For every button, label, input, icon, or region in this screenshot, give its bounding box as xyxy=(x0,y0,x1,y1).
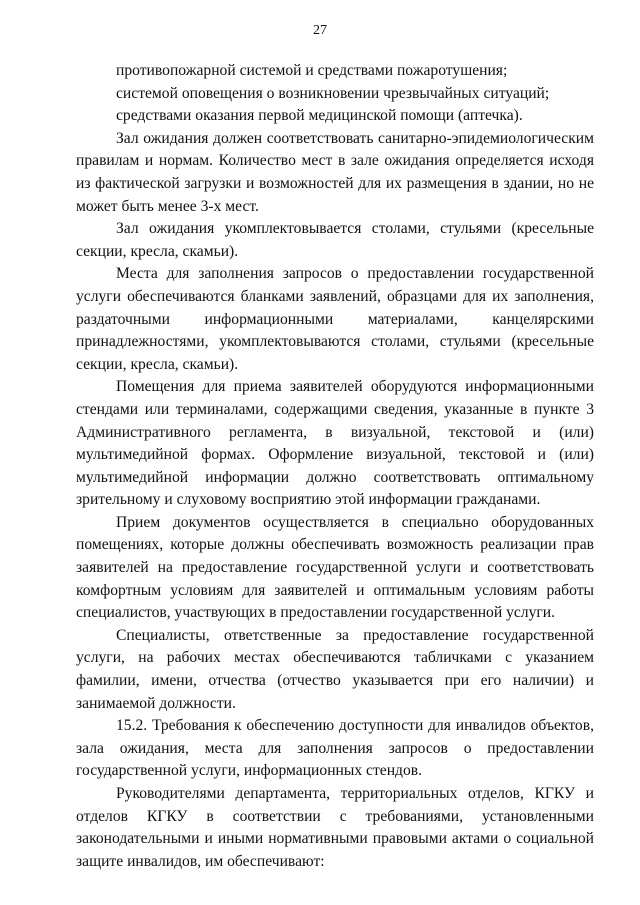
paragraph: противопожарной системой и средствами пожаротушения; xyxy=(116,62,508,79)
paragraph: Помещения для приема заявителей оборудуются информационными стендами или терминалами, содержащими сведения, указанные в пункте 3 Административного регламента, в визуальной, текстовой и (или) мультимедийной формах. Оформление визуальной, текстовой и (или) мультимедийной информации должно соответствовать оптимальному зрительному и слуховому восприятию этой информации гражданами. xyxy=(76,378,594,509)
paragraph: системой оповещения о возникновении чрезвычайных ситуаций; xyxy=(116,84,550,102)
paragraph: Зал ожидания должен соответствовать санитарно-эпидемиологическим правилам и нормам. Количество мест в зале ожидания определяется исходя из фактической загрузки и возможностей для их размещения в здании, но не может быть менее 3-х мест. xyxy=(76,129,594,215)
paragraph: Прием документов осуществляется в специально оборудованных помещениях, которые должны обеспечивать возможность реализации прав заявителей на предоставление государственной услуги и соответствовать комфортным условиям для заявителей и оптимальным условиям работы специалистов, участвующих в предоставлении государственной услуги. xyxy=(76,513,594,622)
page-number: 27 xyxy=(313,23,327,38)
section-heading-paragraph: 15.2. Требования к обеспечению доступности для инвалидов объектов, зала ожидания, места для заполнения запросов о предоставлении государственной услуги, информационных стендов. xyxy=(76,717,594,780)
paragraph: Места для заполнения запросов о предоставлении государственной услуги обеспечиваются бланками заявлений, образцами для их заполнения, раздаточными информационными материалами, канцелярскими принадлежностями, укомплектовываются столами, стульями (кресельные секции, кресла, скамьи). xyxy=(76,265,594,373)
paragraph: Зал ожидания укомплектовывается столами, стульями (кресельные секции, кресла, скамьи). xyxy=(76,220,594,260)
paragraph: Специалисты, ответственные за предоставление государственной услуги, на рабочих местах обеспечиваются табличками с указанием фамилии, имени, отчества (отчество указывается при его наличии) и занимаемой должности. xyxy=(76,626,594,712)
document-body xyxy=(76,60,594,873)
paragraph: Руководителями департамента, территориальных отделов, КГКУ и отделов КГКУ в соответствии с требованиями, установленными законодательными и иными нормативными правовыми актами о социальной защите инвалидов, им обеспечивают: xyxy=(76,785,594,870)
paragraph: средствами оказания первой медицинской помощи (аптечка). xyxy=(116,107,523,125)
